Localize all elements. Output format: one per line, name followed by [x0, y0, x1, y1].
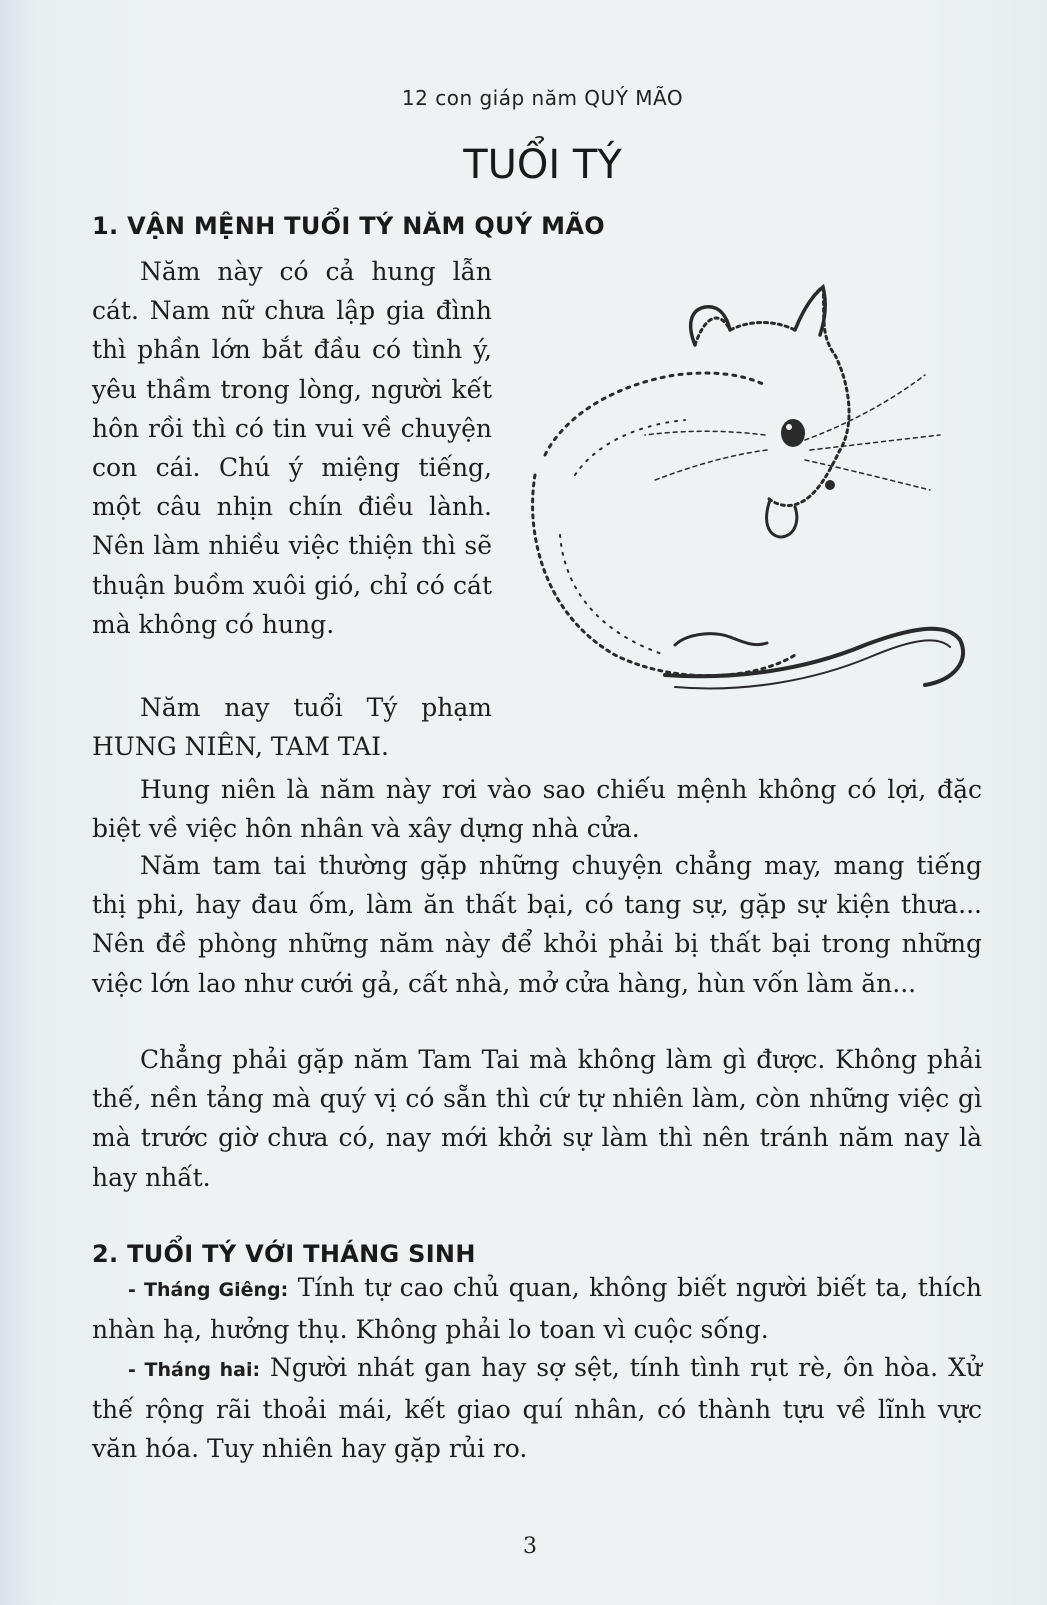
- month-text-2: Người nhát gan hay sợ sệt, tính tình rụt rè, ôn hòa. Xử thế rộng rãi thoải mái, kết giao quí nhân, có thành tựu về lĩnh vực văn hóa. Tuy nhiên hay gặp rủi ro.: [92, 1353, 982, 1464]
- rat-illustration-icon: [505, 275, 975, 715]
- paragraph-hung-nien: Hung niên là năm này rơi vào sao chiếu mệnh không có lợi, đặc biệt về việc hôn nhân và xây dựng nhà cửa.: [92, 775, 982, 844]
- paragraph-tam-tai: Năm tam tai thường gặp những chuyện chẳng may, mang tiếng thị phi, hay đau ốm, làm ăn thất bại, có tang sự, gặp sự kiện thưa... Nên đề phòng những năm này để khỏi phải bị thất bại trong những việc lớn lao như cưới gả, cất nhà, mở cửa hàng, hùn vốn làm ăn...: [92, 851, 982, 998]
- paragraph-month-2: [92, 1348, 982, 1469]
- running-head: 12 con giáp năm QUÝ MÃO: [401, 86, 684, 110]
- section-heading-birth-month: 2. TUỔI TÝ VỚI THÁNG SINH: [92, 1240, 476, 1268]
- paragraph-month-1: [92, 1268, 982, 1349]
- paragraph-hung-nien-note: Năm nay tuổi Tý phạm HUNG NIÊN, TAM TAI.: [92, 693, 492, 762]
- paragraph-advice: Chẳng phải gặp năm Tam Tai mà không làm gì được. Không phải thế, nền tảng mà quý vị có sẵn thì cứ tự nhiên làm, còn những việc gì mà trước giờ chưa có, nay mới khởi sự làm thì nên tránh năm nay là hay nhất.: [92, 1045, 982, 1192]
- month-label-2: - Tháng hai:: [128, 1359, 261, 1381]
- section-heading-fortune: 1. VẬN MỆNH TUỔI TÝ NĂM QUÝ MÃO: [92, 212, 605, 240]
- month-label-1: - Tháng Giêng:: [128, 1279, 289, 1301]
- paragraph-fortune-intro: Năm này có cả hung lẫn cát. Nam nữ chưa lập gia đình thì phần lớn bắt đầu có tình ý, yêu thầm trong lòng, người kết hôn rồi thì có tin vui về chuyện con cái. Chú ý miệng tiếng, một câu nhịn chín điều lành. Nên làm nhiều việc thiện thì sẽ thuận buồm xuôi gió, chỉ có cát mà không có hung.: [92, 257, 492, 639]
- chapter-title: TUỔI TÝ: [463, 142, 622, 188]
- month-text-1: Tính tự cao chủ quan, không biết người biết ta, thích nhàn hạ, hưởng thụ. Không phải lo toan vì cuộc sống.: [92, 1273, 982, 1345]
- page-number: 3: [523, 1534, 537, 1559]
